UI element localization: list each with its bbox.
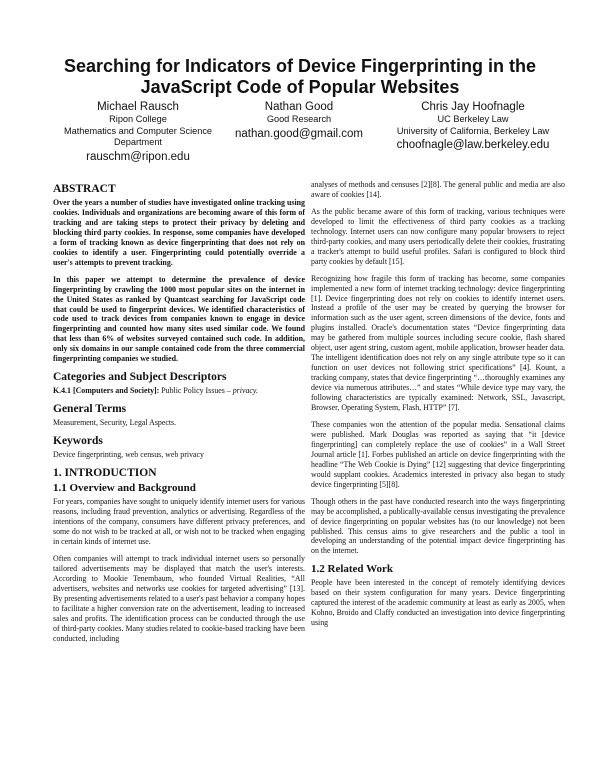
overview-heading: 1.1 Overview and Background	[53, 482, 196, 495]
categories-italic: privacy.	[232, 386, 258, 396]
categories-text	[53, 386, 305, 396]
author-block-1	[38, 100, 238, 164]
intro-paragraph: For years, companies have sought to uniquely identify internet users for various reasons, including fraud prevention, analytics or advertising. Regardless of the intentions of the company, consumers have different privacy preferences, and some do not wish to be tracked at all, or wish not to be tracked when engaging in certain kinds of internet use.	[53, 497, 306, 546]
body-paragraph: Though others in the past have conducted research into the ways fingerprinting may be accomplished, a publically-available census investigating the prevalence of device fingerprinting on popular websites has (to our knowledge) not been published. This census aims to give researchers and the public a tool in developing an understanding of the potential impact device fingerprinting has on the internet.	[311, 496, 565, 556]
body-paragraph: People have been interested in the concept of remotely identifying devices based on their system configuration for many years. Device fingerprinting captured the interest of the academic community at least as early as 2005, when Kohno, Broido and Claffy conducted an investigation into device fingerprinting using	[311, 578, 565, 628]
author-email: choofnagle@law.berkeley.edu	[396, 139, 550, 151]
categories-body: Public Policy Issues –	[159, 386, 233, 396]
body-paragraph: As the public became aware of this form of tracking, various techniques were developed to limit the effectiveness of third party cookies as a tracking technology. Internet users can now configure many popular browsers to reject third-party cookies, and many users periodically delete their cookies, frustrating a tracker's attempt to build useful profiles. Safari is configured to block third party cookies by default [15].	[311, 206, 565, 266]
right-column	[311, 180, 565, 635]
author-affiliation: University of California, Berkeley Law	[396, 125, 550, 136]
left-column	[53, 183, 305, 650]
author-affiliation: UC Berkeley Law	[437, 114, 509, 124]
author-affiliation: Mathematics and Computer Science	[63, 125, 213, 136]
author-email: nathan.good@gmail.com	[234, 127, 364, 140]
categories-heading: Categories and Subject Descriptors	[53, 371, 227, 384]
author-name: Michael Rausch	[97, 101, 179, 113]
introduction-heading: 1. INTRODUCTION	[53, 467, 157, 480]
general-terms-text: Measurement, Security, Legal Aspects.	[53, 418, 177, 428]
intro-paragraph: Often companies will attempt to track individual internet users so personally tailored advertisements may be displayed that match the user's interests. According to Mookie Tenembaum, who founded Virtual Realities, “All advertisers, websites and networks use cookies for targeted advertising” [13]. By presenting advertisements related to a user's past behavior a company hopes to facilitate a higher conversion rate on the advertisement, leading to increased sales and profits. The identification process can be conducted through the use of third-party cookies. Many studies related to cookie-based tracking have been conducted, including	[53, 553, 305, 643]
keywords-text: Device fingerprinting, web census, web privacy	[53, 450, 204, 460]
title-line-2: JavaScript Code of Popular Websites	[140, 77, 460, 97]
author-block-2	[219, 100, 379, 141]
author-email: rauschm@ripon.edu	[86, 150, 190, 163]
author-affiliation: Ripon College	[109, 114, 167, 124]
related-work-heading: 1.2 Related Work	[311, 563, 393, 576]
abstract-paragraph: Over the years a number of studies have investigated online tracking using cookies. Individuals and organizations are becoming aware of this form of tracking and are taking steps to protect their privacy by deleting and blocking third party cookies. In response, some companies have developed a form of tracking known as device fingerprinting that does not rely on cookies to identify a user. Fingerprinting could potentially override a user's attempts to prevent tracking.	[53, 198, 305, 267]
author-name: Nathan Good	[264, 101, 334, 113]
abstract-heading: ABSTRACT	[53, 183, 116, 195]
categories-label: K.4.1 [Computers and Society]:	[53, 386, 160, 396]
keywords-heading: Keywords	[53, 435, 103, 448]
body-paragraph: analyses of methods and censuses [2][8]. The general public and media are also aware of cookies [14].	[311, 180, 565, 199]
body-paragraph: These companies won the attention of the popular media. Sensational claims were published. Mark Douglas was reported as saying that “it [device fingerprinting] can completely replace the use of cookies” in a Wall Street Journal article [1]. Forbes published an article on device fingerprinting with the headline “The Web Cookie is Dying” [12] suggesting that device fingerprinting would supplant cookies. Academics interested in privacy also began to study device fingerprinting [5][8].	[311, 419, 565, 489]
author-name: Chris Jay Hoofnagle	[421, 101, 525, 113]
author-affiliation: Department	[113, 137, 162, 147]
author-block-3	[368, 100, 578, 152]
author-affiliation: Good Research	[266, 114, 332, 124]
body-paragraph: Recognizing how fragile this form of tracking has become, some companies implemented a new form of internet tracking technology: device fingerprinting [1]. Device fingerprinting does not rely on cookies to identify internet users. Instead a profile of the user may be created by querying the browser for information such as the user agent, screen dimensions of the device, fonts and plugins installed. Oracle's documentation states “Device fingerprinting data may be gathered from multiple sources including secure cookie, flash shared object, user agent string, custom agent, mobile application, browser header data. The intelligent identification does not rely on any single attribute type so it can function on user devices not following strict specifications” [4]. Kount, a tracking company, states that device fingerprinting “…thoroughly examines any device via numerous attributes…” and states “While device type may vary, the following characteristics are typically examined: Network, SSL, Javascript, Browser, Operating System, Flash, HTTP” [7].	[311, 273, 565, 413]
general-terms-heading: General Terms	[53, 403, 127, 416]
abstract-paragraph: In this paper we attempt to determine the prevalence of device fingerprinting by crawling the 1000 most popular sites on the internet in the United States as ranked by Quantcast searching for JavaScript code that could be used to fingerprint devices. We identified characteristics of code used to track devices from companies known to engage in device fingerprinting and counted how many sites used similar code. We found that less than 6% of websites surveyed contained such code. In addition, only six domains in our sample contained code from the three commercial fingerprinting companies we studied.	[53, 274, 305, 364]
title-line-1: Searching for Indicators of Device Fingerprinting in the	[63, 56, 537, 76]
paper-title	[40, 56, 560, 98]
